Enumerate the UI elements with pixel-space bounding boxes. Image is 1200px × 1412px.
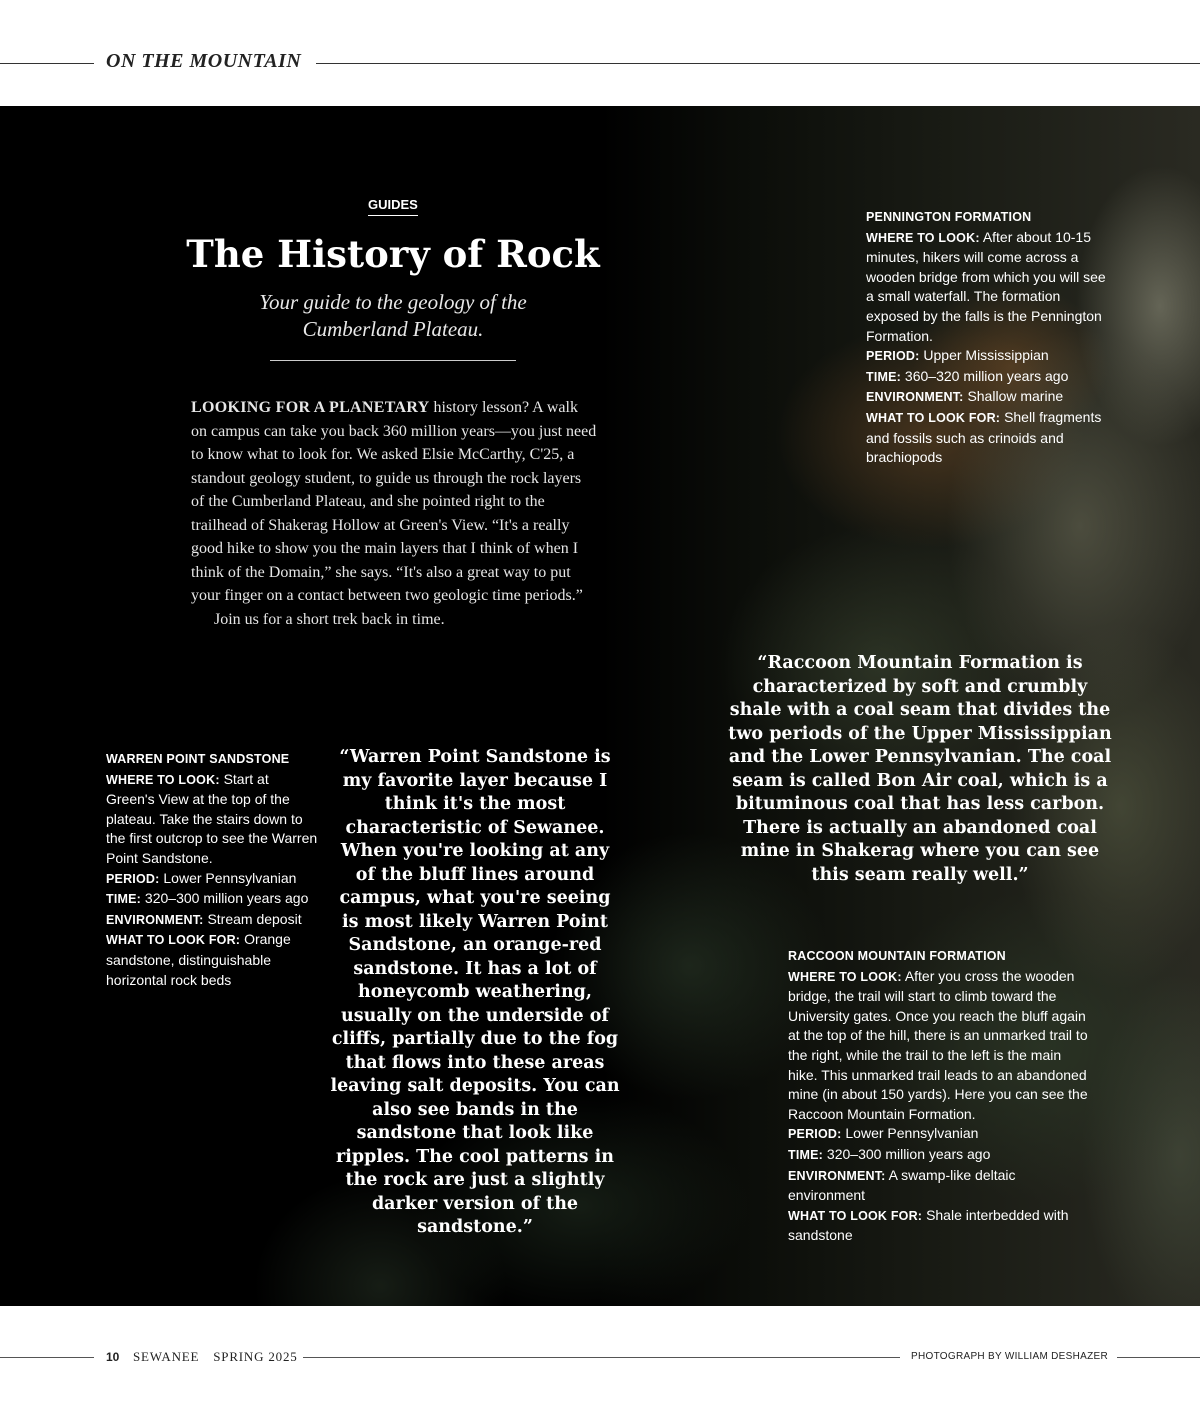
fact-value: Lower Pennsylvanian: [845, 1125, 979, 1142]
header-rule-left: [0, 63, 94, 64]
fact-value: After about 10-15 minutes, hikers will come across a wooden bridge from which you will see a small waterfall. The formation exposed by the falls is the Pennington Formation.: [866, 228, 1106, 344]
fact-label: ENVIRONMENT:: [866, 390, 964, 405]
fact-heading: RACCOON MOUNTAIN FORMATION: [788, 949, 1006, 963]
fact-label: PERIOD:: [106, 871, 160, 886]
fact-where: [106, 770, 318, 869]
photo-panel: [0, 106, 1200, 1306]
fact-value: A swamp-like deltaic environment: [788, 1166, 1016, 1204]
intro-text: [191, 396, 597, 631]
intro-paragraph: [191, 396, 597, 608]
fact-label: TIME:: [866, 369, 902, 384]
raccoon-fact-box: [788, 947, 1088, 1246]
article-title: The History of Rock: [186, 232, 600, 276]
fact-label: WHERE TO LOOK:: [106, 772, 220, 787]
page-number: 10: [106, 1350, 120, 1364]
fact-value: 320–300 million years ago: [826, 1145, 991, 1162]
fact-label: WHAT TO LOOK FOR:: [788, 1208, 923, 1223]
fact-what: [788, 1206, 1088, 1246]
fact-label: TIME:: [788, 1147, 824, 1162]
fact-value: Shallow marine: [967, 388, 1064, 405]
intro-body: history lesson? A walk on campus can take you back 360 million years—you just need to know what to look for. We asked Elsie McCarthy, C'25, a standout geology student, to guide us through the rock layers of the Cumberland Plateau, and she pointed right to the trailhead of Shakerag Hollow at Green's View. “It's a really good hike to show you the main layers that I think of when I think of the Domain,” she says. “It's also a great way to put your finger on a contact between two geologic time periods.”: [191, 399, 597, 604]
raccoon-pull-quote: “Raccoon Mountain Formation is characterized by soft and crumbly shale with a coal seam that divides the two periods of the Upper Mississippian and the Lower Pennsylvanian. The coal seam is called Bon Air coal, which is a bituminous coal that has less carbon. There is actually an abandoned coal mine in Shakerag where you can see this seam really well.”: [728, 653, 1112, 885]
section-title: ON THE MOUNTAIN: [106, 50, 302, 72]
fact-value: Shale interbedded with sandstone: [788, 1206, 1069, 1244]
fact-label: PERIOD:: [866, 349, 920, 364]
article-subtitle: [190, 289, 596, 343]
category-badge: GUIDES: [368, 197, 418, 216]
fact-label: ENVIRONMENT:: [788, 1168, 886, 1183]
title-divider: [270, 360, 516, 361]
footer-rule-middle: [303, 1357, 900, 1358]
intro-lead: LOOKING FOR A PLANETARY: [191, 399, 430, 416]
header-rule-right: [316, 63, 1200, 64]
fact-period: [866, 346, 1106, 367]
fact-time: [106, 889, 318, 910]
fact-heading: WARREN POINT SANDSTONE: [106, 752, 290, 766]
fact-environment: [788, 1166, 1088, 1206]
pennington-fact-box: [866, 208, 1106, 468]
intro-closing: Join us for a short trek back in time.: [214, 610, 445, 628]
fact-label: WHERE TO LOOK:: [788, 969, 902, 984]
fact-what: [106, 930, 318, 990]
fact-label: WHAT TO LOOK FOR:: [106, 933, 241, 948]
fact-value: Orange sandstone, distinguishable horizontal rock beds: [106, 931, 291, 988]
warren-fact-box: [106, 750, 318, 990]
fact-label: ENVIRONMENT:: [106, 912, 204, 927]
fact-value: Start at Green's View at the top of the plateau. Take the stairs down to the first outcrop to see the Warren Point Sandstone.: [106, 770, 318, 866]
fact-value: Upper Mississippian: [923, 347, 1049, 364]
fact-where: [866, 228, 1106, 347]
fact-environment: [106, 910, 318, 931]
fact-time: [788, 1145, 1088, 1166]
fact-value: Lower Pennsylvanian: [163, 869, 297, 886]
subtitle-line-2: Cumberland Plateau.: [302, 317, 484, 341]
magazine-name: SEWANEE: [133, 1349, 200, 1364]
fact-heading: PENNINGTON FORMATION: [866, 210, 1032, 224]
footer-rule-right: [1117, 1357, 1200, 1358]
warren-pull-quote: “Warren Point Sandstone is my favorite layer because I think it's the most characteristic of Sewanee. When you're looking at any of the bluff lines around campus, what you're seeing is most likely Warren Point Sandstone, an orange-red sandstone. It has a lot of honeycomb weathering, usually on the underside of cliffs, partially due to the fog that flows into these areas leaving salt deposits. You can also see bands in the sandstone that look like ripples. The cool patterns in the rock are just a slightly darker version of the sandstone.”: [330, 747, 620, 1237]
issue-date: SPRING 2025: [213, 1349, 298, 1364]
fact-value: 320–300 million years ago: [144, 890, 309, 907]
fact-label: WHERE TO LOOK:: [866, 230, 980, 245]
fact-where: [788, 967, 1088, 1125]
fact-value: After you cross the wooden bridge, the trail will start to climb toward the University gates. Once you reach the bluff again at the top of the hill, there is an unmarked trail to the right, while the trail to the left is the main hike. This unmarked trail leads to an abandoned mine (in about 150 yards). Here you can see the Raccoon Mountain Formation.: [788, 967, 1088, 1122]
fact-value: 360–320 million years ago: [904, 367, 1069, 384]
fact-period: [106, 869, 318, 890]
fact-value: Shell fragments and fossils such as crinoids and brachiopods: [866, 408, 1102, 466]
magazine-issue: [133, 1349, 312, 1365]
fact-label: PERIOD:: [788, 1127, 842, 1142]
fact-value: Stream deposit: [207, 910, 302, 927]
fact-what: [866, 408, 1106, 468]
fact-period: [788, 1124, 1088, 1145]
subtitle-line-1: Your guide to the geology of the: [259, 290, 527, 314]
footer-rule-left: [0, 1357, 94, 1358]
fact-label: WHAT TO LOOK FOR:: [866, 410, 1001, 425]
fact-label: TIME:: [106, 892, 142, 907]
fact-time: [866, 367, 1106, 388]
fact-environment: [866, 387, 1106, 408]
photo-credit: PHOTOGRAPH BY WILLIAM DESHAZER: [911, 1351, 1109, 1362]
